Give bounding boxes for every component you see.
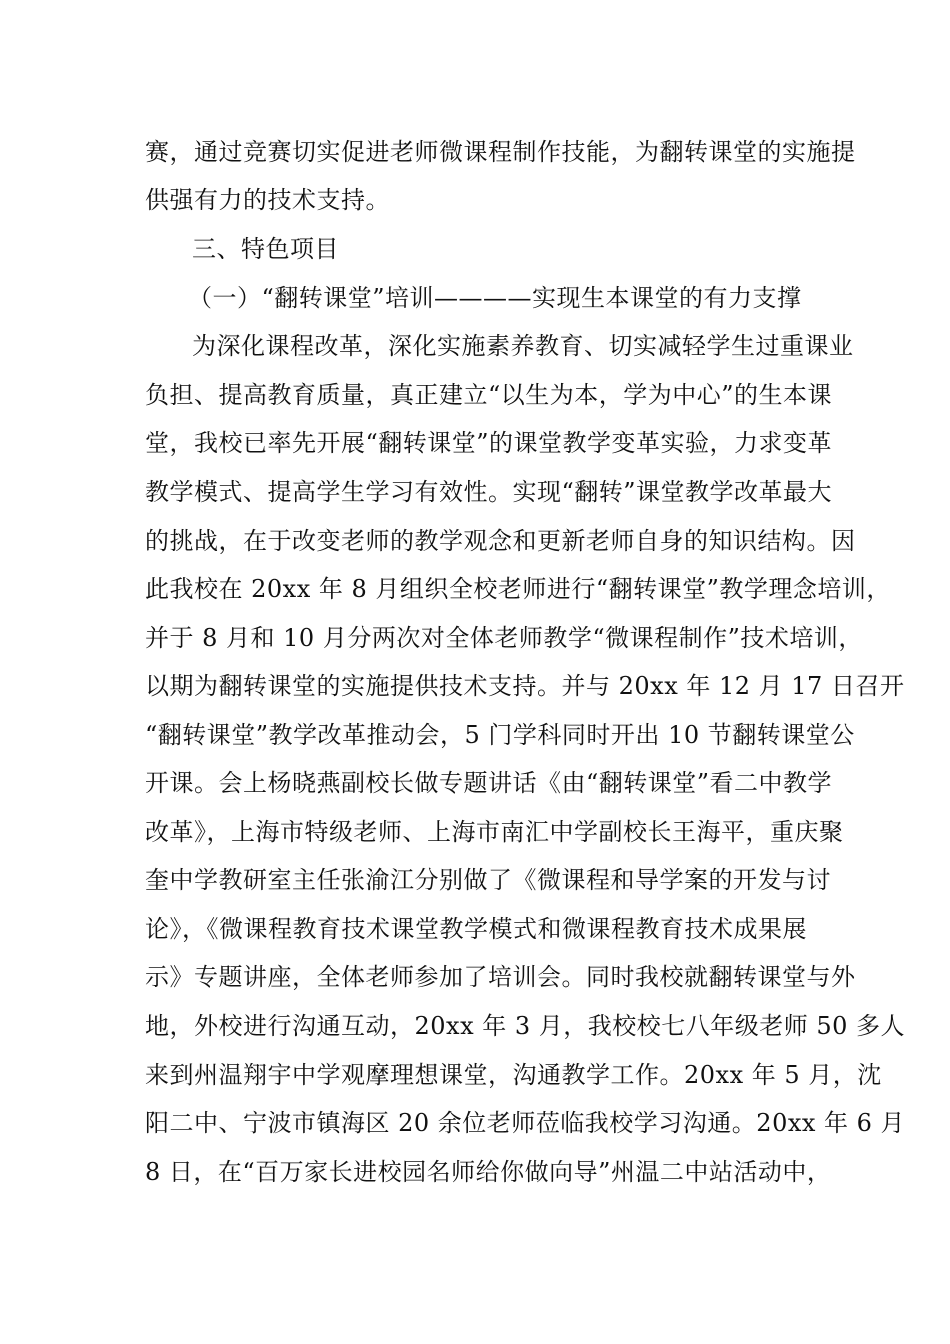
paragraph-line: 来到州温翔宇中学观摩理想课堂，沟通教学工作。20xx 年 5 月，沈 (145, 1061, 882, 1089)
text-line: 供强有力的技术支持。 (145, 186, 390, 214)
paragraph-line: 的挑战，在于改变老师的教学观念和更新老师自身的知识结构。因 (145, 527, 856, 555)
paragraph-line: 堂，我校已率先开展“翻转课堂”的课堂教学变革实验，力求变革 (145, 429, 833, 457)
paragraph-line: 论》，《微课程教育技术课堂教学模式和微课程教育技术成果展 (145, 915, 807, 943)
paragraph-line: 地，外校进行沟通互动，20xx 年 3 月，我校校七八年级老师 50 多人 (145, 1012, 906, 1040)
paragraph-line: 改革》，上海市特级老师、上海市南汇中学副校长王海平，重庆聚 (145, 818, 844, 846)
paragraph-line: 开课。会上杨晓燕副校长做专题讲话《由“翻转课堂”看二中教学 (145, 769, 833, 797)
paragraph-line: 8 日，在“百万家长进校园名师给你做向导”州温二中站活动中， (145, 1158, 832, 1186)
paragraph-line: 此我校在 20xx 年 8 月组织全校老师进行“翻转课堂”教学理念培训， (145, 575, 891, 603)
paragraph-line: 并于 8 月和 10 月分两次对全体老师教学“微课程制作”技术培训， (145, 624, 863, 652)
paragraph-line: 示》专题讲座，全体老师参加了培训会。同时我校就翻转课堂与外 (145, 963, 856, 991)
paragraph-line: 教学模式、提高学生学习有效性。实现“翻转”课堂教学改革最大 (145, 478, 833, 506)
text-line: 赛，通过竞赛切实促进老师微课程制作技能，为翻转课堂的实施提 (145, 138, 856, 166)
subsection-heading: （一）“翻转课堂”培训————实现生本课堂的有力支撑 (188, 284, 802, 312)
paragraph-line: 阳二中、宁波市镇海区 20 余位老师莅临我校学习沟通。20xx 年 6 月 (145, 1109, 906, 1137)
paragraph-line: 负担、提高教育质量，真正建立“以生为本，学为中心”的生本课 (145, 381, 833, 409)
paragraph-line: “翻转课堂”教学改革推动会，5 门学科同时开出 10 节翻转课堂公 (145, 721, 855, 749)
section-heading: 三、特色项目 (192, 235, 339, 263)
paragraph-line: 为深化课程改革，深化实施素养教育、切实减轻学生过重课业 (192, 332, 854, 360)
paragraph-line: 以期为翻转课堂的实施提供技术支持。并与 20xx 年 12 月 17 日召开 (145, 672, 905, 700)
paragraph-line: 奎中学教研室主任张渝江分别做了《微课程和导学案的开发与讨 (145, 866, 831, 894)
